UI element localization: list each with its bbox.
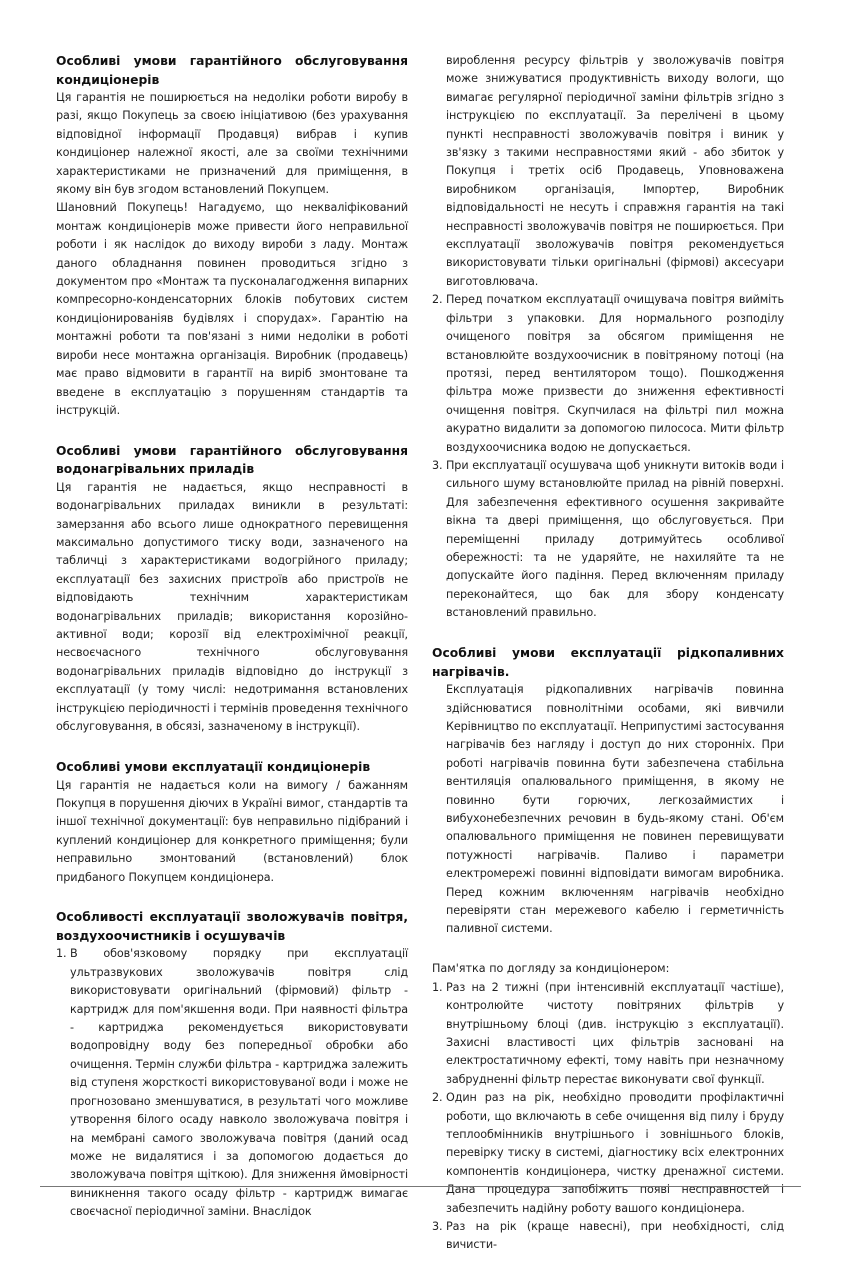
section-humidifiers-cont [432,52,784,623]
list-text: При експлуатації осушувача щоб уникнути витоків води і сильного шуму встановлюйте прилад на рівній поверхні. Для забезпечення ефективного осушення закривайте вікна та двері приміщення, що обслуговується. При переміщенні приладу дотримуйтесь особливої обережності: та не ударяйте, не нахиляйте та не допускайте його падіння. Перед включенням приладу переконайтеся, що бак для збору конденсату встановлений правильно. [446,458,784,620]
list-item [432,979,784,1089]
section-water-heater-warranty [56,442,408,737]
section-ac-care-memo [432,960,784,1255]
list-text: Раз на 2 тижні (при інтенсивній експлуатації частіше), контролюйте чистоту повітряних фільтрів у внутрішньому блоці (див. інструкцію з експлуатації). Захисні властивості цих фільтрів засновані на електростатичному ефекті, тому навіть при незначному забрудненні фільтр перестає виконувати свої функції. [446,980,784,1086]
left-column [56,52,408,1243]
memo-title: Пам'ятка по догляду за кондиціонером: [432,962,670,976]
section-heading: Особливі умови експлуатації рідкопаливних нагрівачів. [432,646,784,679]
list-number: 3. [432,458,443,472]
list-text: В обов'язковому порядку при експлуатації ультразвукових зволожувачів повітря слід використовувати оригінальний (фірмовий) фільтр - картридж для пом'якшення води. При наявності фільтра - картриджа рекомендується використовувати водопровідну воду без попередньої обробки або очищення. Термін служби фільтра - картриджа залежить від ступеня жорсткості використовуваної води і може не прогнозовано зменшуватися, в результаті чого можливе утворення білого осаду навколо зволожувача повітря і на мембрані самого зволожувача повітря (даний осад може не видалятися і за допомогою додається до зволожувача повітря щіткою). Для зниження ймовірності виникнення такого осаду фільтр - картридж вимагає своєчасної періодичної заміни. Внаслідок [70,947,408,1219]
paragraph: Ця гарантія не надається коли на вимогу / бажанням Покупця в порушення діючих в Україні вимог, стандартів та іншої технічної документації: був неправильно підібраний і куплений кондиціонер для конкретного приміщення; були неправильно змонтований (встановлений) блок придбаного Покупцем кондиціонера. [56,778,408,884]
bottom-divider [40,1186,801,1187]
section-liquid-fuel-heaters [432,644,784,939]
paragraph-text: Експлуатація рідкопаливних нагрівачів повинна здійснюватися повнолітніми особами, які вивчили Керівництво по експлуатації. Неприпустимі застосування нагрівачів без нагляду і доступ до них сторонніх. При роботі нагрівачів повинна бути забезпечена стабільна вентиляція опалювального приміщення, в якому не повинно бути горючих, легкозаймистих і вибухонебезпечних речовин в будь-якому стані. Об'єм опалювального приміщення не повинен перевищувати потужності нагрівачів. Паливо і параметри електромережі повинні відповідати вимогам виробника. Перед кожним включенням нагрівачів необхідно перевіряти стан мережевого кабелю і герметичність паливної системи. [446,683,784,936]
list-text: Один раз на рік, необхідно проводити профілактичні роботи, що включають в себе очищення від пилу і бруду теплообмінників внутрішнього і зовнішнього блоків, перевірку тиску в системі, діагностику всіх електронних компонентів кондиціонера, чистку дренажної системи. Дана процедура запобіжить появі несправностей і забезпечить надійну роботу вашого кондиціонера. [446,1091,784,1215]
list-text: Перед початком експлуатації очищувача повітря вийміть фільтри з упаковки. Для нормального розподілу очищеного повітря за обсягом приміщення не встановлюйте воздухоочисник в повітряному потоці (на протязі, перед вентилятором тощо). Пошкодження фільтра може призвести до зниження ефективності очищення повітря. Скупчилася на фільтрі пил можна акуратно видалити за допомогою пилососа. Мити фільтр воздухоочисника водою не допускається. [446,293,784,454]
list-number: 2. [432,293,443,307]
right-column [432,52,784,1276]
list-number: 2. [432,1091,443,1105]
section-heading: Особливі умови експлуатації кондиціонерів [56,760,371,774]
paragraph: Шановний Покупець! Нагадуємо, що некваліфікований монтаж кондиціонерів може привести його неправильної роботи і як наслідок до виходу вироби з ладу. Монтаж даного обладнання повинен проводиться згідно з документом про «Монтаж та пусконалагодження випарних компресорно-конденсаторних блоків побутових систем кондиціонированіяв будівлях і спорудах». Гарантію на монтажні роботи та пов'язані з ними недоліки в роботі вироби несе монтажна організація. Виробник (продавець) має право відмовити в гарантії на виріб змонтоване та введене в експлуатацію з порушенням стандартів та інструкцій. [56,201,408,417]
paragraph: Ця гарантія не поширюється на недоліки роботи виробу в разі, якщо Покупець за своєю ініціативою (без урахування відповідної інформації Продавця) вибрав і купив кондиціонер належної якості, але за своїми технічними характеристиками не призначений для приміщення, в якому він був згодом встановлений Покупцем. [56,91,408,197]
section-ac-warranty [56,52,408,420]
list-item [432,457,784,623]
list-item-continued [432,52,784,291]
paragraph: Ця гарантія не надається, якщо несправності в водонагрівальних приладах виникли в результаті: замерзання або всього лише однократного перевищення максимально допустимого тиску води, зазначеного на табличці з характеристиками водогрійного приладу; експлуатації без захисних пристроїв або пристроїв не відповідають технічним характеристикам водонагрівальних приладів; використання корозійно-активної води; корозії від електрохімічної реакції, несвоєчасного технічного обслуговування водонагрівальних приладів відповідно до інструкції з експлуатації (у тому числі: недотримання встановлених інструкцією періодичності і термінів проведення технічного обслуговування, в обсязі, зазначеному в інструкції). [56,480,408,734]
section-heading: Особливі умови гарантійного обслуговування кондиціонерів [56,54,408,87]
section-humidifiers [56,908,408,1221]
list-text: Раз на рік (краще навесні), при необхідності, слід вичисти- [446,1219,784,1252]
list-text: вироблення ресурсу фільтрів у зволожувачів повітря може знижуватися продуктивність виходу вологи, що вимагає регулярної періодичної заміни фільтрів згідно з інструкцією по експлуатації. За перелічені в цьому пункті несправності зволожувачів повітря і виник у зв'язку з такими несправностями який - або збиток у Покупця і третіх осіб Продавець, Уповноважена виробником організація, Імпортер, Виробник відповідальності не несуть і справжня гарантія на такі несправності зволожувачів повітря не поширюється. При експлуатації зволожувачів повітря рекомендується використовувати тільки оригінальні (фірмові) аксесуари виготовлювача. [446,54,784,288]
list-number: 3. [432,1219,443,1233]
paragraph [432,681,784,939]
list-item [432,1218,784,1255]
list-number: 1. [56,947,67,961]
section-heading: Особливі умови гарантійного обслуговування водонагрівальних приладів [56,443,408,477]
section-heading: Особливості експлуатації зволожувачів повітря, воздухоочистників і осушувачів [56,910,408,943]
section-ac-operation [56,758,408,887]
list-number: 1. [432,980,443,994]
list-item [56,945,408,1221]
list-item [432,1089,784,1218]
list-item [432,291,784,457]
